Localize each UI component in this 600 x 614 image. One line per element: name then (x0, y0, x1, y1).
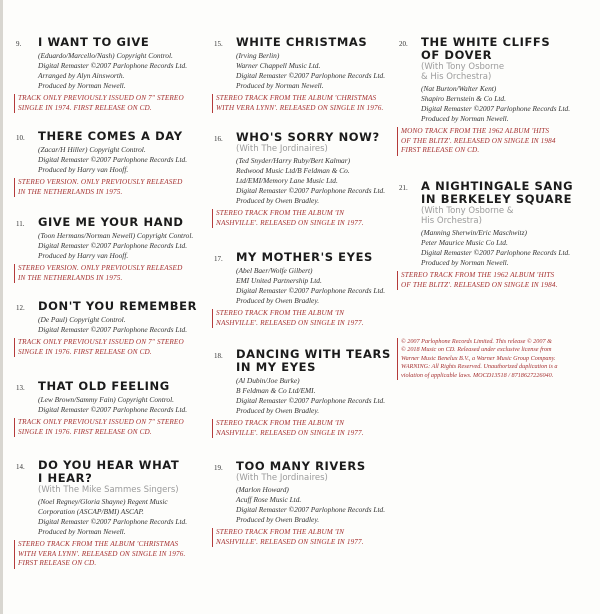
release-note: TRACK ONLY PREVIOUSLY ISSUED ON 7" STEREO SINGLE IN 1974. FIRST RELEASE ON CD. (14, 94, 202, 113)
track-18 (214, 348, 394, 438)
track-featuring: (With The Jordinaires) (236, 144, 328, 154)
track-title: I WANT TO GIVE (38, 35, 150, 49)
release-note: STEREO VERSION. ONLY PREVIOUSLY RELEASED IN THE NETHERLANDS IN 1975. (14, 264, 202, 283)
release-note: STEREO TRACK FROM THE ALBUM 'IN NASHVILLE'. RELEASED ON SINGLE IN 1977. (212, 419, 394, 438)
track-12 (16, 300, 202, 357)
track-number: 20. (399, 40, 408, 48)
track-credits: (Noel Regney/Gloria Shayne) Regent Music Corporation (ASCAP/BMI) ASCAP. Digital Remaster ©2007 Parlophone Records Ltd. Produced by Norman Newell. (38, 497, 188, 536)
track-number: 13. (16, 384, 25, 392)
track-title: THE WHITE CLIFFS OF DOVER (421, 35, 551, 62)
track-number: 17. (214, 255, 223, 263)
release-note: TRACK ONLY PREVIOUSLY ISSUED ON 7" STEREO SINGLE IN 1976. FIRST RELEASE ON CD. (14, 338, 202, 357)
release-note: STEREO TRACK FROM THE ALBUM 'IN NASHVILLE'. RELEASED ON SINGLE IN 1977. (212, 309, 394, 328)
track-credits: (Irving Berlin) Warner Chappell Music Ltd. Digital Remaster ©2007 Parlophone Records Ltd. Produced by Norman Newell. (236, 51, 386, 90)
track-11 (16, 216, 202, 283)
track-15 (214, 36, 394, 113)
track-21 (399, 180, 589, 290)
booklet-fold (0, 0, 3, 614)
track-credits: (Toon Hermans/Norman Newell) Copyright Control. Digital Remaster ©2007 Parlophone Records Ltd. Produced by Harry van Hooff. (38, 231, 194, 260)
track-credits: (De Paul) Copyright Control. Digital Remaster ©2007 Parlophone Records Ltd. (38, 315, 188, 334)
track-title: THAT OLD FEELING (38, 379, 170, 393)
track-credits: (Marlon Howard) Acuff Rose Music Ltd. Digital Remaster ©2007 Parlophone Records Ltd. Produced by Owen Bradley. (236, 485, 386, 524)
track-9 (16, 36, 202, 113)
track-title: TOO MANY RIVERS (236, 459, 366, 473)
track-credits: (Abel Baer/Wolfe Gilbert) EMI United Partnership Ltd. Digital Remaster ©2007 Parlophone Records Ltd. Produced by Owen Bradley. (236, 266, 386, 305)
track-19 (214, 460, 394, 547)
track-title: MY MOTHER'S EYES (236, 250, 373, 264)
track-credits: (Ted Snyder/Harry Ruby/Bert Kalmar) Redwood Music Ltd/B Feldman & Co. Ltd/EMI/Memory Lane Music Ltd. Digital Remaster ©2007 Parlophone Records Ltd. Produced by Owen Bradley. (236, 156, 386, 205)
track-title: WHITE CHRISTMAS (236, 35, 368, 49)
release-note: STEREO TRACK FROM THE ALBUM 'IN NASHVILLE'. RELEASED ON SINGLE IN 1977. (212, 528, 394, 547)
track-10 (16, 130, 202, 197)
track-featuring: (With The Jordinaires) (236, 473, 328, 483)
release-note: TRACK ONLY PREVIOUSLY ISSUED ON 7" STEREO SINGLE IN 1976. FIRST RELEASE ON CD. (14, 418, 202, 437)
track-featuring: (With Tony Osborne & His Orchestra) (421, 62, 505, 82)
track-featuring: (With The Mike Sammes Singers) (38, 485, 179, 495)
track-title: DO YOU HEAR WHAT I HEAR? (38, 458, 180, 485)
track-number: 12. (16, 304, 25, 312)
track-featuring: (With Tony Osborne & His Orchestra) (421, 206, 514, 226)
release-note: STEREO TRACK FROM THE 1962 ALBUM 'HITS OF THE BLITZ'. RELEASED ON SINGLE IN 1984. (397, 271, 589, 290)
release-note: STEREO TRACK FROM THE ALBUM 'IN NASHVILLE'. RELEASED ON SINGLE IN 1977. (212, 209, 394, 228)
track-number: 11. (16, 220, 25, 228)
track-credits: (Manning Sherwin/Eric Maschwitz) Peter Maurice Music Co Ltd. Digital Remaster ©2007 Parlophone Records Ltd. Produced by Norman Newell. (421, 228, 571, 267)
track-number: 16. (214, 135, 223, 143)
track-number: 19. (214, 464, 223, 472)
track-number: 14. (16, 463, 25, 471)
track-14 (16, 459, 202, 569)
track-number: 10. (16, 134, 25, 142)
track-number: 15. (214, 40, 223, 48)
release-note: MONO TRACK FROM THE 1962 ALBUM 'HITS OF THE BLITZ'. RELEASED ON SINGLE IN 1984 FIRST RELEASE ON CD. (397, 127, 589, 156)
track-16 (214, 131, 394, 228)
track-number: 18. (214, 352, 223, 360)
release-note: STEREO TRACK FROM THE ALBUM 'CHRISTMAS WITH VERA LYNN'. RELEASED ON SINGLE IN 1976. (212, 94, 394, 113)
copyright-notice: © 2007 Parlophone Records Limited. This release © 2007 & © 2018 Music on CD. Released under exclusive license from Warner Music Benelux B.V., a Warner Music Group Company. WARNING: All Rights Reserved. Unauthorized duplication is a violation of applicable laws. MOCD13518 / 8718627226040. (397, 338, 589, 380)
track-credits: (Eduardo/Marcello/Nash) Copyright Control. Digital Remaster ©2007 Parlophone Records Ltd. Arranged by Alyn Ainsworth. Produced by Norman Newell. (38, 51, 188, 90)
track-credits: (Lew Brown/Sammy Fain) Copyright Control. Digital Remaster ©2007 Parlophone Records Ltd. (38, 395, 188, 414)
track-title: WHO'S SORRY NOW? (236, 130, 380, 144)
track-13 (16, 380, 202, 437)
track-number: 21. (399, 184, 408, 192)
track-title: GIVE ME YOUR HAND (38, 215, 184, 229)
track-title: THERE COMES A DAY (38, 129, 183, 143)
track-number: 9. (16, 40, 22, 48)
track-credits: (Nat Burton/Walter Kent) Shapiro Bernstein & Co Ltd. Digital Remaster ©2007 Parlophone Records Ltd. Produced by Norman Newell. (421, 84, 571, 123)
track-credits: (Zacar/H Hiller) Copyright Control. Digital Remaster ©2007 Parlophone Records Ltd. Produced by Harry van Hooff. (38, 145, 188, 174)
track-title: DANCING WITH TEARS IN MY EYES (236, 347, 391, 374)
track-17 (214, 251, 394, 328)
release-note: STEREO VERSION. ONLY PREVIOUSLY RELEASED IN THE NETHERLANDS IN 1975. (14, 178, 202, 197)
release-note: STEREO TRACK FROM THE ALBUM 'CHRISTMAS WITH VERA LYNN'. RELEASED ON SINGLE IN 1976. FIRST RELEASE ON CD. (14, 540, 202, 569)
track-title: A NIGHTINGALE SANG IN BERKELEY SQUARE (421, 179, 574, 206)
track-20 (399, 36, 589, 156)
track-credits: (Al Dubin/Joe Burke) B Feldman & Co Ltd/EMI. Digital Remaster ©2007 Parlophone Records Ltd. Produced by Owen Bradley. (236, 376, 386, 415)
track-title: DON'T YOU REMEMBER (38, 299, 198, 313)
